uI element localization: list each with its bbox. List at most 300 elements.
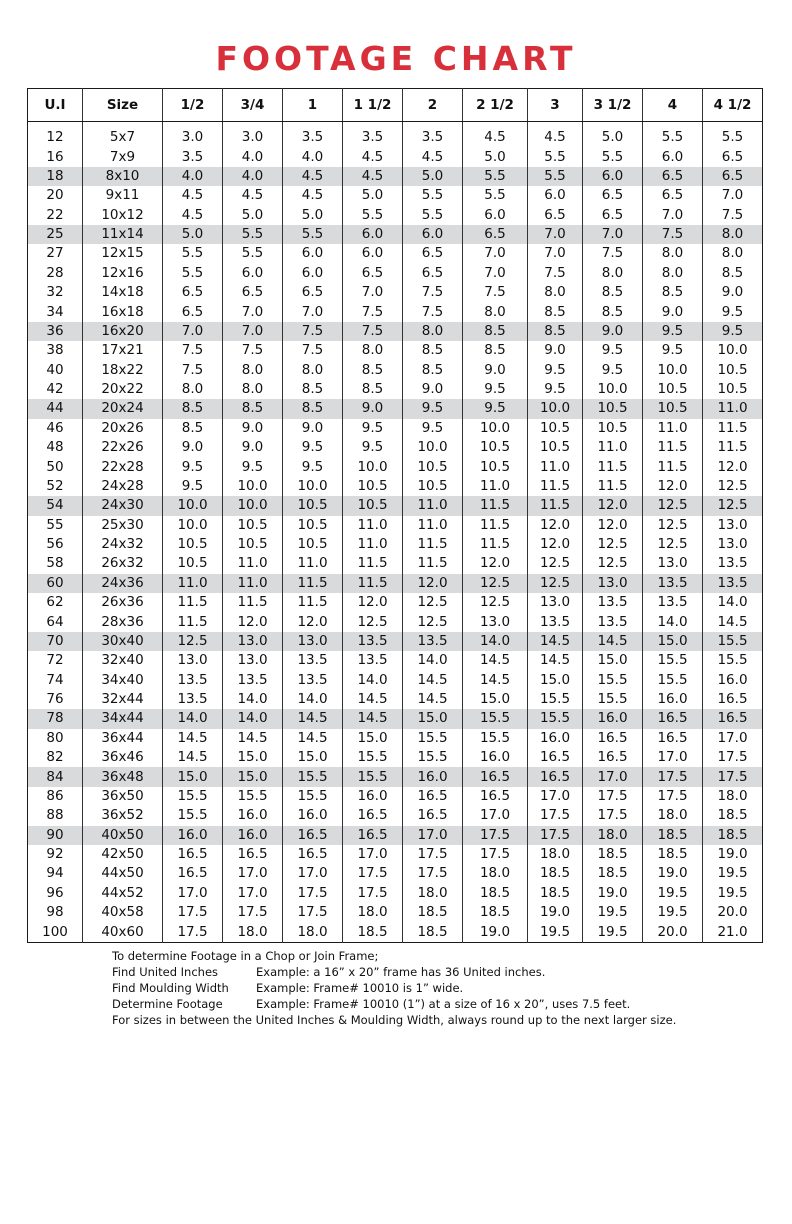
footage-cell: 3.5 bbox=[163, 147, 223, 166]
footage-cell: 18.5 bbox=[583, 845, 643, 864]
footage-cell: 7.5 bbox=[163, 361, 223, 380]
footage-cell: 5.0 bbox=[583, 128, 643, 147]
footage-cell: 9.5 bbox=[163, 457, 223, 476]
footage-cell: 13.0 bbox=[163, 651, 223, 670]
table-row bbox=[28, 264, 763, 283]
footage-cell: 11.0 bbox=[403, 496, 463, 515]
table-row bbox=[28, 632, 763, 651]
footage-cell: 14.5 bbox=[403, 690, 463, 709]
footage-cell: 13.5 bbox=[223, 671, 283, 690]
footage-cell: 15.0 bbox=[163, 767, 223, 786]
size-cell: 9x11 bbox=[83, 186, 163, 205]
footage-cell: 17.0 bbox=[643, 748, 703, 767]
footage-cell: 10.0 bbox=[643, 361, 703, 380]
ui-cell: 28 bbox=[46, 264, 64, 281]
footage-cell: 9.5 bbox=[528, 380, 583, 399]
footage-cell: 13.5 bbox=[283, 671, 343, 690]
footage-cell: 18.5 bbox=[343, 922, 403, 942]
footage-cell: 8.5 bbox=[283, 380, 343, 399]
footage-cell: 10.0 bbox=[223, 496, 283, 515]
footage-cell: 15.0 bbox=[343, 729, 403, 748]
footage-cell: 15.5 bbox=[403, 748, 463, 767]
column-header: 3 1/2 bbox=[583, 89, 643, 122]
footage-table bbox=[27, 88, 763, 943]
table-row bbox=[28, 729, 763, 748]
ui-cell: 84 bbox=[28, 767, 83, 786]
footage-cell: 14.0 bbox=[163, 709, 223, 728]
footage-cell: 9.5 bbox=[703, 322, 763, 341]
footage-cell: 11.0 bbox=[703, 399, 763, 418]
footage-cell: 18.0 bbox=[643, 806, 703, 825]
ui-cell: 34 bbox=[46, 303, 64, 320]
footage-cell: 10.5 bbox=[463, 457, 528, 476]
footage-cell: 15.5 bbox=[463, 729, 528, 748]
footage-cell: 17.0 bbox=[223, 884, 283, 903]
footage-cell: 13.0 bbox=[223, 632, 283, 651]
footage-cell: 14.5 bbox=[283, 709, 343, 728]
footage-cell: 15.5 bbox=[163, 787, 223, 806]
footage-cell: 15.5 bbox=[528, 709, 583, 728]
footage-cell: 18.5 bbox=[583, 864, 643, 883]
footage-cell: 8.5 bbox=[528, 302, 583, 321]
footage-cell: 13.0 bbox=[703, 535, 763, 554]
footage-cell: 18.0 bbox=[223, 922, 283, 942]
footage-cell: 16.5 bbox=[283, 845, 343, 864]
size-cell: 44x50 bbox=[83, 864, 163, 883]
footage-cell: 6.5 bbox=[583, 186, 643, 205]
footage-cell: 7.5 bbox=[403, 302, 463, 321]
footage-cell: 11.5 bbox=[583, 477, 643, 496]
footage-cell: 6.5 bbox=[528, 206, 583, 225]
footage-cell: 19.0 bbox=[643, 864, 703, 883]
footage-cell: 14.5 bbox=[223, 729, 283, 748]
footage-cell: 5.5 bbox=[463, 186, 528, 205]
size-cell: 14x18 bbox=[83, 283, 163, 302]
ui-cell: 22 bbox=[46, 206, 64, 223]
footage-cell: 12.5 bbox=[528, 574, 583, 593]
footage-cell: 17.5 bbox=[343, 864, 403, 883]
footage-cell: 14.0 bbox=[463, 632, 528, 651]
footage-cell: 14.5 bbox=[528, 651, 583, 670]
footage-cell: 7.5 bbox=[703, 206, 763, 225]
footage-cell: 14.5 bbox=[703, 612, 763, 631]
column-header: 2 1/2 bbox=[463, 89, 528, 122]
footage-cell: 10.5 bbox=[403, 457, 463, 476]
footage-cell: 7.5 bbox=[643, 225, 703, 244]
footage-cell: 18.5 bbox=[703, 806, 763, 825]
size-cell: 18x22 bbox=[83, 361, 163, 380]
size-cell: 36x48 bbox=[83, 767, 163, 786]
footage-cell: 5.5 bbox=[403, 206, 463, 225]
size-cell: 30x40 bbox=[83, 632, 163, 651]
size-cell: 36x52 bbox=[83, 806, 163, 825]
size-cell: 16x20 bbox=[83, 322, 163, 341]
footage-cell: 9.0 bbox=[403, 380, 463, 399]
footage-cell: 18.0 bbox=[583, 826, 643, 845]
column-header: 4 bbox=[643, 89, 703, 122]
footage-cell: 5.0 bbox=[403, 167, 463, 186]
footage-cell: 10.0 bbox=[403, 438, 463, 457]
column-header: 1/2 bbox=[163, 89, 223, 122]
footage-cell: 15.5 bbox=[643, 651, 703, 670]
footage-cell: 4.0 bbox=[163, 167, 223, 186]
footage-cell: 17.0 bbox=[583, 767, 643, 786]
footage-cell: 9.5 bbox=[343, 438, 403, 457]
footage-cell: 8.5 bbox=[643, 283, 703, 302]
table-row bbox=[28, 690, 763, 709]
footage-cell: 14.0 bbox=[223, 690, 283, 709]
footage-cell: 18.5 bbox=[463, 884, 528, 903]
table-row bbox=[28, 826, 763, 845]
footage-cell: 9.5 bbox=[643, 322, 703, 341]
footage-cell: 13.5 bbox=[703, 554, 763, 573]
footage-cell: 7.5 bbox=[343, 322, 403, 341]
footage-cell: 6.0 bbox=[343, 225, 403, 244]
size-cell: 24x32 bbox=[83, 535, 163, 554]
footage-cell: 12.5 bbox=[583, 554, 643, 573]
footage-cell: 18.5 bbox=[403, 903, 463, 922]
footage-cell: 16.5 bbox=[583, 729, 643, 748]
size-cell: 36x44 bbox=[83, 729, 163, 748]
footage-cell: 11.5 bbox=[528, 496, 583, 515]
footage-cell: 12.5 bbox=[643, 516, 703, 535]
footage-cell: 9.0 bbox=[703, 283, 763, 302]
size-cell: 24x28 bbox=[83, 477, 163, 496]
footage-cell: 14.5 bbox=[403, 671, 463, 690]
table-row bbox=[28, 225, 763, 244]
footage-cell: 7.0 bbox=[528, 225, 583, 244]
footage-cell: 10.5 bbox=[643, 399, 703, 418]
footage-cell: 11.0 bbox=[223, 554, 283, 573]
footage-cell: 4.0 bbox=[283, 147, 343, 166]
column-header: 2 bbox=[403, 89, 463, 122]
instruction-step bbox=[112, 964, 676, 980]
ui-cell: 100 bbox=[42, 923, 68, 940]
ui-cell: 18 bbox=[28, 167, 83, 186]
footage-cell: 5.5 bbox=[643, 128, 703, 147]
column-header: 3 bbox=[528, 89, 583, 122]
footage-cell: 5.0 bbox=[283, 206, 343, 225]
footage-cell: 15.0 bbox=[283, 748, 343, 767]
footage-cell: 17.5 bbox=[583, 787, 643, 806]
footage-cell: 3.0 bbox=[163, 128, 223, 147]
size-cell: 22x26 bbox=[83, 438, 163, 457]
footage-cell: 14.0 bbox=[643, 612, 703, 631]
footage-cell: 15.5 bbox=[343, 767, 403, 786]
ui-cell: 78 bbox=[28, 709, 83, 728]
footage-cell: 17.0 bbox=[223, 864, 283, 883]
ui-cell: 72 bbox=[46, 652, 64, 669]
size-cell: 11x14 bbox=[83, 225, 163, 244]
footage-cell: 17.5 bbox=[643, 767, 703, 786]
table-row bbox=[28, 302, 763, 321]
table-row bbox=[28, 671, 763, 690]
footage-cell: 9.0 bbox=[643, 302, 703, 321]
footage-cell: 17.5 bbox=[583, 806, 643, 825]
footage-cell: 7.5 bbox=[163, 341, 223, 360]
footage-cell: 19.0 bbox=[583, 884, 643, 903]
footage-cell: 17.5 bbox=[223, 903, 283, 922]
footage-cell: 4.5 bbox=[223, 186, 283, 205]
footage-cell: 4.5 bbox=[283, 167, 343, 186]
footage-cell: 10.5 bbox=[528, 419, 583, 438]
footage-cell: 5.5 bbox=[528, 147, 583, 166]
footage-cell: 10.5 bbox=[163, 554, 223, 573]
footage-cell: 17.5 bbox=[528, 826, 583, 845]
footage-cell: 16.5 bbox=[283, 826, 343, 845]
footage-cell: 11.5 bbox=[463, 496, 528, 515]
size-cell: 25x30 bbox=[83, 516, 163, 535]
ui-cell: 56 bbox=[46, 536, 64, 553]
footage-cell: 4.0 bbox=[223, 147, 283, 166]
chart-title: FOOTAGE CHART bbox=[215, 39, 577, 78]
ui-cell: 25 bbox=[28, 225, 83, 244]
footage-cell: 8.5 bbox=[463, 322, 528, 341]
footage-cell: 12.0 bbox=[223, 612, 283, 631]
footage-cell: 12.0 bbox=[643, 477, 703, 496]
footage-cell: 17.0 bbox=[343, 845, 403, 864]
footage-cell: 11.5 bbox=[343, 574, 403, 593]
footage-cell: 3.5 bbox=[283, 128, 343, 147]
footage-cell: 19.5 bbox=[583, 922, 643, 942]
size-cell: 32x40 bbox=[83, 651, 163, 670]
footage-cell: 10.5 bbox=[343, 496, 403, 515]
table-row bbox=[28, 380, 763, 399]
size-cell: 40x58 bbox=[83, 903, 163, 922]
footage-cell: 9.5 bbox=[703, 302, 763, 321]
footage-cell: 10.5 bbox=[283, 516, 343, 535]
footage-cell: 5.5 bbox=[163, 244, 223, 263]
footage-cell: 8.0 bbox=[403, 322, 463, 341]
instructions-heading: To determine Footage in a Chop or Join Frame; bbox=[112, 949, 379, 963]
ui-cell: 94 bbox=[46, 865, 64, 882]
footage-cell: 11.0 bbox=[528, 457, 583, 476]
table-row bbox=[28, 748, 763, 767]
footage-cell: 7.5 bbox=[283, 322, 343, 341]
footage-cell: 17.0 bbox=[403, 826, 463, 845]
footage-cell: 5.0 bbox=[463, 147, 528, 166]
footage-cell: 6.5 bbox=[643, 167, 703, 186]
footage-cell: 12.5 bbox=[703, 477, 763, 496]
instruction-step bbox=[112, 996, 676, 1012]
table-row bbox=[28, 593, 763, 612]
footage-cell: 17.5 bbox=[283, 884, 343, 903]
footage-cell: 16.0 bbox=[163, 826, 223, 845]
footage-cell: 11.5 bbox=[163, 612, 223, 631]
footage-cell: 8.5 bbox=[463, 341, 528, 360]
footage-cell: 13.5 bbox=[643, 593, 703, 612]
footage-cell: 11.0 bbox=[463, 477, 528, 496]
table-row bbox=[28, 574, 763, 593]
footage-cell: 11.5 bbox=[283, 574, 343, 593]
footage-cell: 4.5 bbox=[343, 147, 403, 166]
footage-cell: 18.5 bbox=[703, 826, 763, 845]
ui-cell: 48 bbox=[46, 439, 64, 456]
footage-cell: 16.5 bbox=[403, 806, 463, 825]
footage-cell: 17.5 bbox=[703, 748, 763, 767]
footage-cell: 11.0 bbox=[163, 574, 223, 593]
footage-cell: 20.0 bbox=[643, 922, 703, 942]
footage-cell: 7.5 bbox=[403, 283, 463, 302]
footage-cell: 10.5 bbox=[583, 399, 643, 418]
size-cell: 10x12 bbox=[83, 206, 163, 225]
footage-cell: 6.5 bbox=[223, 283, 283, 302]
footage-cell: 14.0 bbox=[223, 709, 283, 728]
footage-cell: 16.5 bbox=[463, 787, 528, 806]
size-cell: 20x22 bbox=[83, 380, 163, 399]
footage-cell: 13.5 bbox=[583, 593, 643, 612]
footage-cell: 4.5 bbox=[463, 128, 528, 147]
footage-cell: 11.0 bbox=[223, 574, 283, 593]
footage-cell: 17.5 bbox=[163, 922, 223, 942]
footage-cell: 9.5 bbox=[583, 341, 643, 360]
footage-cell: 3.0 bbox=[223, 128, 283, 147]
footage-cell: 14.5 bbox=[343, 709, 403, 728]
footage-cell: 18.5 bbox=[403, 922, 463, 942]
step-label: Determine Footage bbox=[112, 997, 223, 1011]
footage-cell: 17.5 bbox=[343, 884, 403, 903]
footage-cell: 13.5 bbox=[703, 574, 763, 593]
footage-cell: 16.0 bbox=[583, 709, 643, 728]
ui-cell: 12 bbox=[46, 129, 64, 146]
footage-cell: 16.5 bbox=[463, 767, 528, 786]
footage-cell: 8.0 bbox=[583, 264, 643, 283]
footage-cell: 5.5 bbox=[463, 167, 528, 186]
footage-cell: 15.0 bbox=[223, 767, 283, 786]
footage-cell: 8.0 bbox=[283, 361, 343, 380]
footage-cell: 16.0 bbox=[223, 806, 283, 825]
size-cell: 34x40 bbox=[83, 671, 163, 690]
footage-cell: 6.0 bbox=[463, 206, 528, 225]
footage-cell: 12.0 bbox=[343, 593, 403, 612]
footage-cell: 8.0 bbox=[528, 283, 583, 302]
footage-cell: 16.0 bbox=[528, 729, 583, 748]
footage-cell: 7.0 bbox=[463, 244, 528, 263]
footage-cell: 5.0 bbox=[163, 225, 223, 244]
footage-cell: 7.0 bbox=[643, 206, 703, 225]
footage-cell: 19.0 bbox=[703, 845, 763, 864]
footage-cell: 13.0 bbox=[463, 612, 528, 631]
footage-cell: 9.0 bbox=[223, 419, 283, 438]
footage-cell: 16.0 bbox=[283, 806, 343, 825]
footage-cell: 10.5 bbox=[528, 438, 583, 457]
footage-cell: 11.5 bbox=[703, 438, 763, 457]
table-row bbox=[28, 864, 763, 883]
footage-cell: 11.0 bbox=[343, 516, 403, 535]
footage-cell: 11.0 bbox=[403, 516, 463, 535]
footage-cell: 15.5 bbox=[283, 767, 343, 786]
footage-cell: 17.5 bbox=[163, 903, 223, 922]
ui-cell: 40 bbox=[46, 361, 64, 378]
footage-cell: 9.5 bbox=[528, 361, 583, 380]
footage-cell: 12.5 bbox=[703, 496, 763, 515]
footage-cell: 12.5 bbox=[583, 535, 643, 554]
footage-cell: 14.5 bbox=[463, 651, 528, 670]
footage-cell: 8.5 bbox=[528, 322, 583, 341]
ui-cell: 82 bbox=[46, 749, 64, 766]
footage-cell: 7.0 bbox=[223, 322, 283, 341]
footage-cell: 12.0 bbox=[463, 554, 528, 573]
size-cell: 12x16 bbox=[83, 264, 163, 283]
footage-cell: 16.0 bbox=[343, 787, 403, 806]
footage-cell: 11.5 bbox=[403, 535, 463, 554]
footage-cell: 8.5 bbox=[283, 399, 343, 418]
footage-cell: 15.0 bbox=[463, 690, 528, 709]
footage-cell: 15.5 bbox=[463, 709, 528, 728]
footage-cell: 14.0 bbox=[343, 671, 403, 690]
footage-cell: 13.0 bbox=[283, 632, 343, 651]
footage-cell: 11.0 bbox=[343, 535, 403, 554]
footage-cell: 6.0 bbox=[343, 244, 403, 263]
footage-cell: 16.5 bbox=[343, 826, 403, 845]
footage-cell: 13.0 bbox=[583, 574, 643, 593]
footage-cell: 20.0 bbox=[703, 903, 763, 922]
size-cell: 28x36 bbox=[83, 612, 163, 631]
footage-cell: 7.5 bbox=[283, 341, 343, 360]
footage-cell: 14.5 bbox=[343, 690, 403, 709]
table-row bbox=[28, 787, 763, 806]
footage-cell: 18.5 bbox=[643, 826, 703, 845]
footage-cell: 5.0 bbox=[343, 186, 403, 205]
footage-cell: 8.0 bbox=[223, 361, 283, 380]
footage-cell: 4.5 bbox=[163, 186, 223, 205]
footage-cell: 6.5 bbox=[163, 302, 223, 321]
footage-cell: 6.0 bbox=[283, 244, 343, 263]
footage-cell: 8.0 bbox=[463, 302, 528, 321]
column-header: 1 bbox=[283, 89, 343, 122]
footage-cell: 14.5 bbox=[463, 671, 528, 690]
footage-cell: 9.0 bbox=[223, 438, 283, 457]
footage-cell: 15.5 bbox=[643, 671, 703, 690]
footage-cell: 9.5 bbox=[403, 399, 463, 418]
footage-cell: 11.5 bbox=[463, 535, 528, 554]
footage-cell: 16.0 bbox=[643, 690, 703, 709]
ui-cell: 20 bbox=[46, 187, 64, 204]
footage-cell: 8.5 bbox=[583, 302, 643, 321]
footage-cell: 16.5 bbox=[343, 806, 403, 825]
footage-cell: 16.5 bbox=[163, 845, 223, 864]
footage-cell: 17.0 bbox=[283, 864, 343, 883]
footage-cell: 10.0 bbox=[223, 477, 283, 496]
footage-cell: 13.5 bbox=[163, 671, 223, 690]
footage-cell: 11.5 bbox=[643, 457, 703, 476]
table-row bbox=[28, 922, 763, 942]
footage-cell: 11.5 bbox=[223, 593, 283, 612]
footage-cell: 18.0 bbox=[528, 845, 583, 864]
ui-cell: 44 bbox=[28, 399, 83, 418]
size-cell: 8x10 bbox=[83, 167, 163, 186]
footage-cell: 7.0 bbox=[583, 225, 643, 244]
footage-cell: 15.5 bbox=[223, 787, 283, 806]
footage-cell: 6.0 bbox=[283, 264, 343, 283]
footage-cell: 17.5 bbox=[463, 826, 528, 845]
footage-cell: 10.0 bbox=[283, 477, 343, 496]
footage-cell: 5.5 bbox=[283, 225, 343, 244]
step-label: Find Moulding Width bbox=[112, 981, 229, 995]
ui-cell: 38 bbox=[46, 342, 64, 359]
footage-cell: 13.5 bbox=[583, 612, 643, 631]
footage-cell: 12.0 bbox=[528, 516, 583, 535]
table-row bbox=[28, 496, 763, 515]
footage-cell: 15.0 bbox=[528, 671, 583, 690]
size-cell: 24x30 bbox=[83, 496, 163, 515]
footage-cell: 8.5 bbox=[223, 399, 283, 418]
step-example: Example: Frame# 10010 (1”) at a size of 16 x 20”, uses 7.5 feet. bbox=[256, 997, 631, 1011]
footage-cell: 9.5 bbox=[283, 457, 343, 476]
footage-cell: 14.5 bbox=[163, 729, 223, 748]
table-row bbox=[28, 322, 763, 341]
footage-cell: 13.0 bbox=[643, 554, 703, 573]
